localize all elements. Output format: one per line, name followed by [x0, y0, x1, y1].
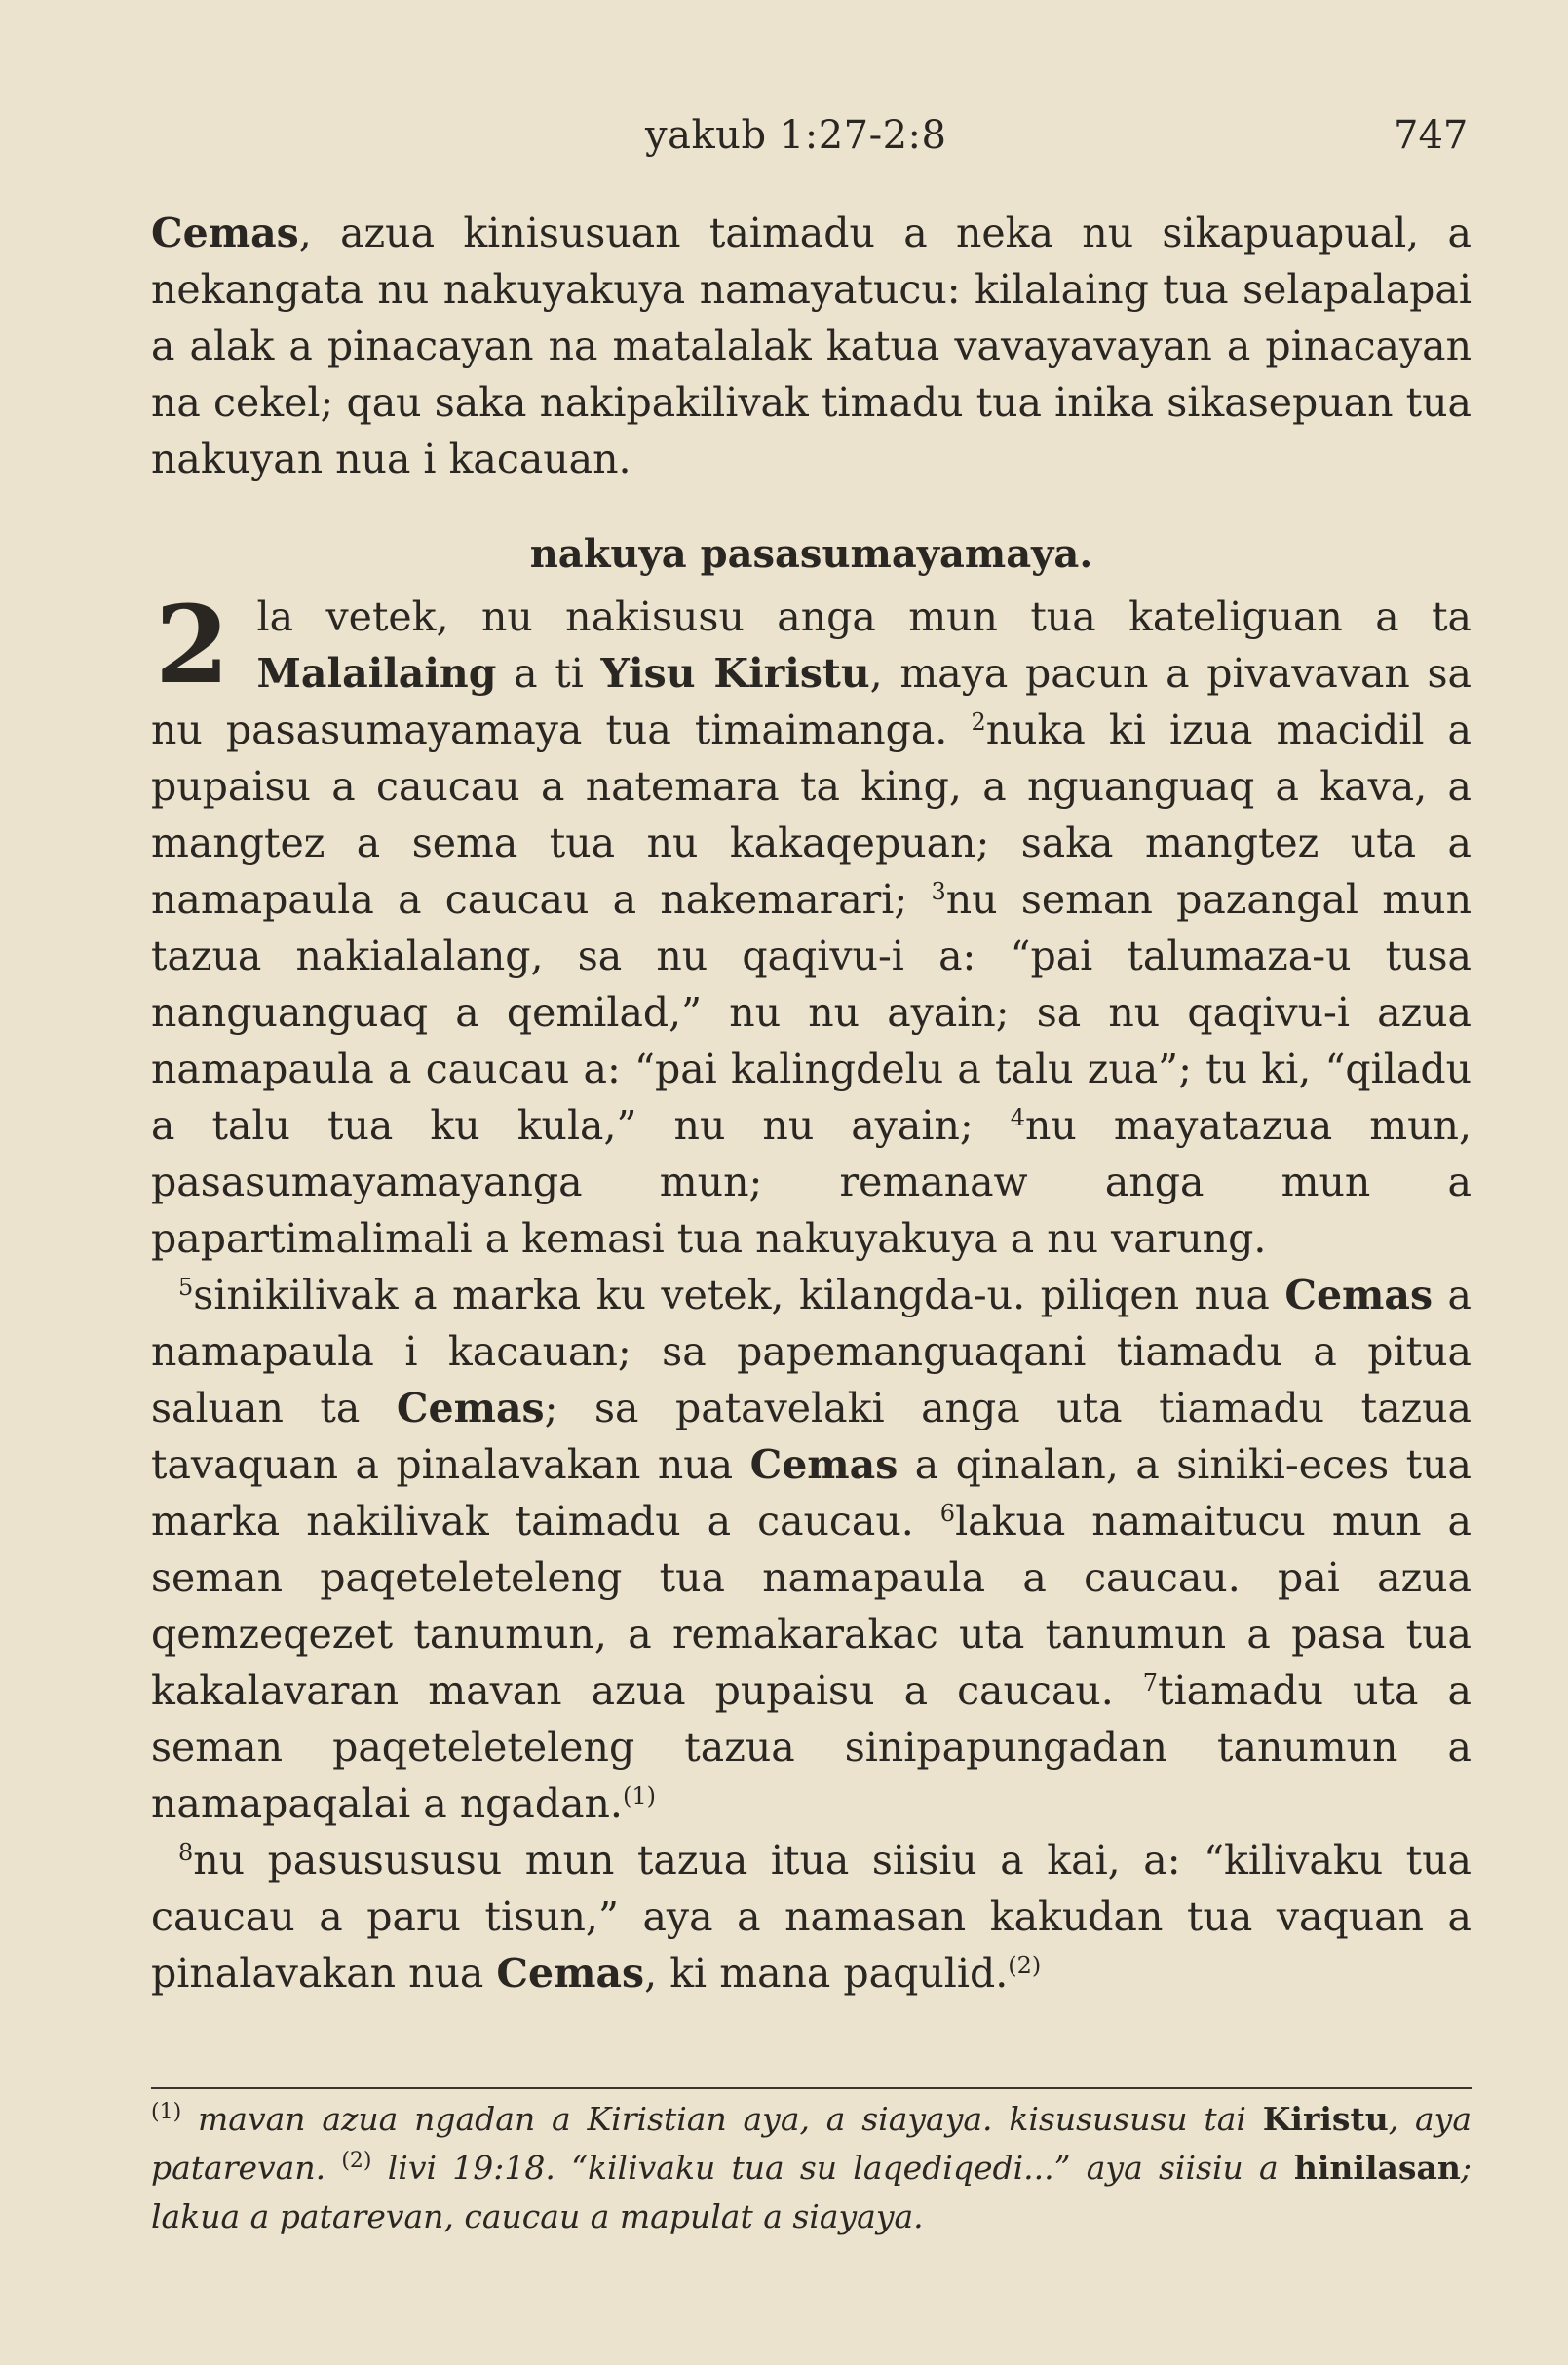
footnote-1-text-a: mavan azua ngadan a Kiristian aya, a siayaya. kisusususu tai — [197, 2100, 1246, 2138]
carryover-text: , azua kinisusuan taimadu a neka nu sikapuapual, a nekangata nu nakuyakuya namayatucu: kilalaing tua selapalapai a alak a pinacayan na matalalak katua vavayavayan a pinacayan na cekel; qau saka nakipakilivak timadu tua inika sikasepuan tua nakuyan nua i kacauan. — [151, 210, 1472, 482]
verse-5-text-a: sinikilivak a marka ku vetek, kilangda-u. piliqen nua — [193, 1272, 1285, 1318]
verse-number-6: 6 — [939, 1500, 956, 1527]
footnote-divider — [151, 2087, 1472, 2089]
verse-5-text-d: a qinalan, a siniki-eces tua marka nakilivak taimadu a caucau. — [151, 1441, 1472, 1545]
cemas-term: Cemas — [1284, 1272, 1434, 1318]
verse-3-text: nu seman pazangal mun tazua nakialalang, sa nu qaqivu-i a: “pai talumaza-u tusa nanguanguaq a qemilad,” nu nu ayain; sa nu qaqivu-i azua namapaula a caucau a: “pai kalingdelu a talu zua”; tu ki, “qiladu a talu tua ku kula,” nu nu ayain; — [151, 876, 1472, 1149]
cemas-term: Cemas — [496, 1950, 645, 1997]
page-header — [0, 113, 1568, 172]
verse-5-text-b: a namapaula i kacauan; sa papemanguaqani tiamadu a pitua saluan ta — [151, 1272, 1472, 1431]
verse-1-text-a: la vetek, nu nakisusu anga mun tua kateliguan a ta — [256, 593, 1472, 640]
verse-number-3: 3 — [931, 878, 946, 905]
verse-8-text-b: , ki mana paqulid. — [644, 1950, 1009, 1997]
verse-number-7: 7 — [1142, 1669, 1159, 1697]
verse-1-text-d: , maya pacun a pivavavan sa nu pasasumayamaya tua timaimanga. — [151, 650, 1472, 753]
verse-number-4: 4 — [1010, 1104, 1026, 1131]
verse-7-text: tiamadu uta a seman paqeteleteleng tazua sinipapungadan tanumun a namapaqalai a ngadan. — [151, 1667, 1472, 1827]
section-heading: nakuya pasasumayamaya. — [529, 531, 1093, 577]
footnote-text — [151, 2095, 1472, 2241]
verse-6-text: lakua namaitucu mun a seman paqeteleteleng tua namapaula a caucau. pai azua qemzeqezet tanumun, a remakarakac uta tanumun a pasa tua kakalavaran mavan azua pupaisu a caucau. — [151, 1498, 1472, 1714]
footnote-2-text-c: ; lakua a patarevan, caucau a mapulat a siayaya. — [151, 2149, 1472, 2235]
chapter-2-paragraph — [151, 582, 1472, 1267]
chapter-number: 2 — [155, 582, 230, 707]
kiristu-term: Kiristu — [1262, 2100, 1389, 2138]
verse-4-text: nu mayatazua mun, pasasumayamayanga mun; remanaw anga mun a papartimalimali a kemasi tua nakuyakuya a nu varung. — [151, 1102, 1472, 1262]
footnotes — [151, 2095, 1472, 2241]
verse-number-2: 2 — [971, 708, 986, 736]
page-number: 747 — [1394, 113, 1469, 158]
chapter-2-block — [151, 582, 1472, 1267]
cemas-term: Cemas — [151, 210, 299, 256]
carryover-paragraph — [151, 205, 1472, 487]
cemas-term: Cemas — [396, 1385, 545, 1431]
cemas-term: Cemas — [749, 1441, 899, 1488]
verse-number-8: 8 — [178, 1839, 194, 1866]
footnote-2-text-a: livi 19:18. “kilivaku tua su laqediqedi...” aya siisiu a — [387, 2149, 1279, 2187]
footnote-ref-2[interactable]: (2) — [1008, 1952, 1042, 1979]
verse-1-text-c: a ti — [496, 650, 601, 697]
verse-5-text-c: ; sa patavelaki anga uta tiamadu tazua tavaquan a pinalavakan nua — [151, 1385, 1472, 1488]
verse-8-text-a: nu pasusususu mun tazua itua siisiu a kai, a: “kilivaku tua caucau a paru tisun,” aya a namasan kakudan tua vaquan a pinalavakan nua — [151, 1837, 1472, 1997]
footnote-ref-1[interactable]: (1) — [622, 1782, 656, 1810]
running-title: yakub 1:27-2:8 — [645, 113, 947, 158]
paragraph-verse-5 — [151, 1267, 1472, 1832]
verse-2-text: nuka ki izua macidil a pupaisu a caucau a natemara ta king, a nguanguaq a kava, a mangtez a sema tua nu kakaqepuan; saka mangtez uta a namapaula a caucau a nakemarari; — [151, 706, 1472, 923]
hinilasan-term: hinilasan — [1293, 2149, 1461, 2187]
footnote-mark-2: (2) — [341, 2149, 372, 2173]
main-text — [151, 205, 1472, 2002]
paragraph-verse-8 — [151, 1832, 1472, 2002]
footnote-1-text-c: , aya patarevan. — [151, 2100, 1472, 2187]
malailaing-term: Malailaing — [256, 650, 497, 697]
footnote-mark-1: (1) — [151, 2100, 182, 2124]
yisu-kiristu-term: Yisu Kiristu — [600, 650, 870, 697]
verse-number-5: 5 — [178, 1274, 194, 1301]
